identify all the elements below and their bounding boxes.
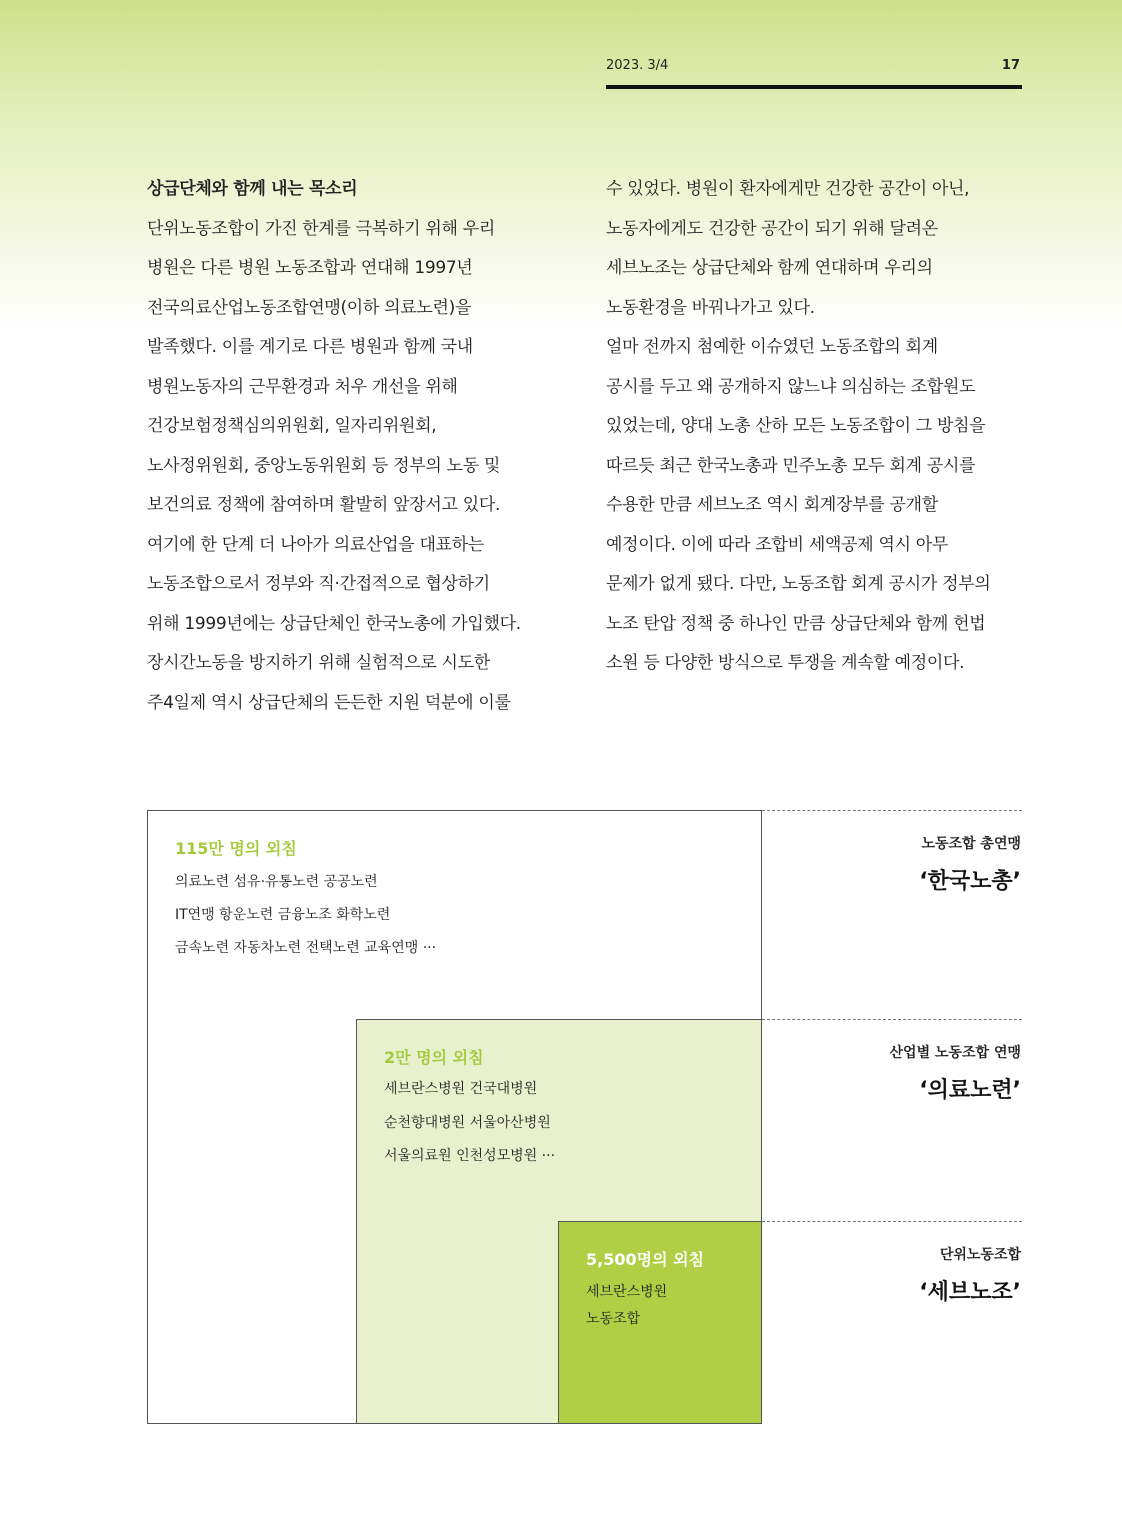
header-rule: [606, 85, 1022, 89]
body-line: 세브노조는 상급단체와 함께 연대하며 우리의: [606, 258, 933, 278]
body-line: 얼마 전까지 첨예한 이슈였던 노동조합의 회계: [606, 337, 938, 357]
federation-members-line: 금속노련 자동차노련 전택노련 교육연맹 ···: [175, 940, 437, 956]
page-number: 17: [1001, 58, 1020, 73]
body-line: 건강보험정책심의위원회, 일자리위원회,: [147, 416, 437, 436]
federation-members-line: IT연맹 항운노련 금융노조 화학노련: [175, 907, 391, 923]
section-heading: 상급단체와 함께 내는 목소리: [147, 179, 358, 199]
industry-union-members-line: 세브란스병원 건국대병원: [384, 1081, 538, 1097]
dashed-guide-federation: [762, 810, 1022, 811]
body-line: 전국의료산업노동조합연맹(이하 의료노련)을: [147, 297, 472, 318]
industry-union-members-line: 서울의료원 인천성모병원 ···: [384, 1148, 556, 1164]
federation-members-line: 의료노련 섬유·유통노련 공공노련: [175, 874, 378, 890]
industry-union-members-line: 순천향대병원 서울아산병원: [384, 1115, 551, 1131]
industry-union-title: 2만 명의 외침: [384, 1048, 484, 1067]
federation-name-label: ‘한국노총’: [919, 869, 1021, 894]
issue-date: 2023. 3/4: [606, 58, 669, 73]
local-union-type-label: 단위노동조합: [939, 1247, 1021, 1263]
dashed-guide-industry: [762, 1019, 1022, 1020]
article-left-column: [147, 170, 567, 723]
local-union-members-line: 세브란스병원: [586, 1284, 668, 1300]
local-union-title: 5,500명의 외침: [586, 1250, 705, 1269]
body-line: 수용한 만큼 세브노조 역시 회계장부를 공개할: [606, 495, 938, 515]
federation-type-label: 노동조합 총연맹: [921, 836, 1021, 852]
local-union-name-label: ‘세브노조’: [919, 1280, 1021, 1305]
body-line: 노동환경을 바꿔나가고 있다.: [606, 297, 815, 318]
body-line: 장시간노동을 방지하기 위해 실험적으로 시도한: [147, 653, 490, 673]
industry-union-type-label: 산업별 노동조합 연맹: [889, 1045, 1021, 1061]
body-line: 예정이다. 이에 따라 조합비 세액공제 역시 아무: [606, 534, 949, 555]
federation-title: 115만 명의 외침: [175, 839, 297, 858]
industry-union-name-label: ‘의료노련’: [919, 1078, 1021, 1103]
article-right-column: [606, 170, 1026, 684]
body-line: 수 있었다. 병원이 환자에게만 건강한 공간이 아닌,: [606, 179, 970, 199]
body-line: 따르듯 최근 한국노총과 민주노총 모두 회계 공시를: [606, 455, 976, 476]
body-line: 소원 등 다양한 방식으로 투쟁을 계속할 예정이다.: [606, 653, 965, 673]
body-line: 단위노동조합이 가진 한계를 극복하기 위해 우리: [147, 218, 495, 239]
body-line: 발족했다. 이를 계기로 다른 병원과 함께 국내: [147, 337, 473, 357]
body-line: 있었는데, 양대 노총 산하 모든 노동조합이 그 방침을: [606, 416, 986, 436]
body-line: 문제가 없게 됐다. 다만, 노동조합 회계 공시가 정부의: [606, 574, 991, 594]
body-line: 여기에 한 단계 더 나아가 의료산업을 대표하는: [147, 534, 484, 555]
body-line: 노조 탄압 정책 중 하나인 만큼 상급단체와 함께 헌법: [606, 613, 986, 634]
local-union-members-line: 노동조합: [586, 1311, 641, 1327]
body-line: 노동자에게도 건강한 공간이 되기 위해 달려온: [606, 218, 938, 239]
dashed-guide-local: [762, 1221, 1022, 1222]
body-line: 보건의료 정책에 참여하며 활발히 앞장서고 있다.: [147, 495, 501, 515]
body-line: 공시를 두고 왜 공개하지 않느냐 의심하는 조합원도: [606, 376, 976, 397]
body-line: 병원은 다른 병원 노동조합과 연대해 1997년: [147, 258, 473, 278]
body-line: 병원노동자의 근무환경과 처우 개선을 위해: [147, 376, 458, 397]
body-line: 노사정위원회, 중앙노동위원회 등 정부의 노동 및: [147, 455, 501, 476]
body-line: 위해 1999년에는 상급단체인 한국노총에 가입했다.: [147, 613, 521, 634]
body-line: 주4일제 역시 상급단체의 든든한 지원 덕분에 이룰: [147, 692, 511, 713]
body-line: 노동조합으로서 정부와 직·간접적으로 협상하기: [147, 574, 490, 594]
